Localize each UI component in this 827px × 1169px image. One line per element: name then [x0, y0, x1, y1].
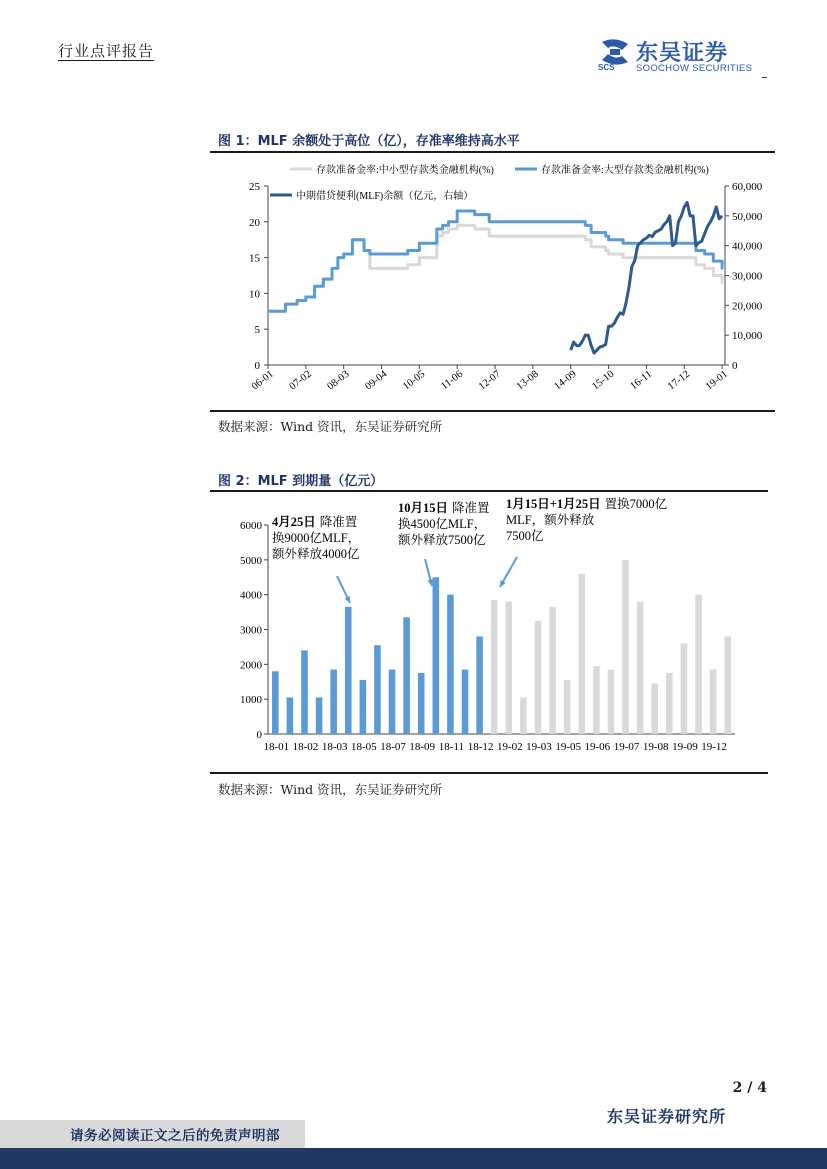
y-tick-label: 5000	[240, 554, 262, 567]
x-tick-label: 18-12	[467, 741, 494, 753]
bar	[462, 670, 469, 734]
bar	[506, 602, 513, 734]
annotation-line: 降准置	[319, 515, 358, 529]
bar	[535, 621, 542, 734]
figure1-title: 图 1：MLF 余额处于高位（亿），存准率维持高水平	[218, 134, 520, 149]
x-tick-label: 08-03	[325, 368, 352, 393]
annotation-line: 7500亿	[506, 529, 544, 543]
y-tick-label: 0	[256, 729, 262, 741]
bar	[681, 643, 688, 734]
bar	[374, 645, 381, 734]
bar	[272, 671, 279, 734]
x-tick-label: 15-10	[590, 368, 617, 393]
x-tick-label: 16-11	[628, 368, 655, 393]
x-tick-label: 18-05	[351, 741, 377, 753]
x-tick-label: 12-07	[476, 368, 503, 393]
y-right-tick-label: 50,000	[732, 210, 763, 223]
x-tick-label: 11-06	[439, 368, 466, 393]
annotation-line: 换4500亿MLF，	[398, 517, 487, 531]
y-left-tick-label: 5	[254, 324, 260, 337]
figure2-bottom-rule	[210, 772, 768, 774]
y-right-tick-label: 20,000	[732, 300, 763, 313]
figure2-source: 数据来源：Wind 资讯，东吴证券研究所	[218, 782, 443, 797]
annotation-date: 1月15日+1月25日	[506, 497, 601, 511]
y-tick-label: 4000	[240, 589, 262, 602]
annotation-1	[272, 514, 360, 561]
y-tick-label: 2000	[240, 659, 262, 672]
x-tick-label: 19-12	[701, 741, 727, 753]
bar	[491, 600, 498, 734]
figure1-bottom-rule	[210, 410, 775, 412]
annotation-2	[398, 500, 490, 547]
footer-bar	[0, 1148, 827, 1169]
bar	[447, 595, 454, 734]
footer-disclaimer: 请务必阅读正文之后的免责声明部	[70, 1128, 280, 1144]
y-tick-label: 6000	[240, 520, 262, 532]
bar	[578, 574, 585, 734]
annotation-line: 降准置	[452, 501, 490, 515]
x-tick-label: 10-05	[401, 368, 428, 393]
bar	[724, 636, 731, 734]
figure1-source: 数据来源：Wind 资讯，东吴证券研究所	[218, 419, 443, 434]
bar	[666, 673, 673, 734]
x-tick-label: 19-02	[496, 741, 523, 753]
x-tick-label: 14-09	[552, 368, 579, 393]
x-tick-label: 09-04	[363, 368, 390, 393]
x-tick-label: 18-02	[292, 741, 319, 753]
x-tick-label: 18-03	[321, 741, 348, 753]
x-tick-label: 19-07	[613, 741, 640, 753]
bar	[418, 673, 425, 734]
y-left-tick-label: 0	[254, 360, 260, 372]
page-number: 2 / 4	[732, 1080, 767, 1096]
y-right-tick-label: 0	[732, 360, 738, 372]
footer-org: 东吴证券研究所	[607, 1107, 727, 1126]
x-tick-label: 19-03	[526, 741, 552, 753]
y-right-tick-label: 60,000	[732, 181, 763, 193]
bar	[316, 697, 323, 734]
x-tick-label: 19-05	[555, 741, 582, 753]
x-tick-label: 19-09	[672, 741, 698, 753]
bar	[593, 666, 600, 734]
annotation-date: 4月25日	[272, 515, 316, 529]
document-type: 行业点评报告	[58, 42, 155, 60]
bar	[360, 680, 367, 734]
bar	[476, 636, 483, 734]
bar	[330, 670, 337, 734]
x-tick-label: 18-01	[263, 741, 290, 753]
annotation-line: 额外释放4000亿	[272, 547, 360, 561]
y-right-tick-label: 10,000	[732, 330, 763, 343]
logo-subtitle: SOOCHOW SECURITIES	[636, 63, 753, 74]
annotation-date: 10月15日	[398, 501, 449, 515]
logo-name: 东吴证券	[636, 41, 729, 66]
figure2-chart	[210, 492, 768, 772]
x-tick-label: 07-02	[287, 368, 314, 393]
x-tick-label: 17-12	[666, 368, 693, 393]
legend-label-large_rrr: 存款准备金率:大型存款类金融机构(%)	[541, 165, 709, 176]
figure1-chart	[210, 153, 775, 410]
annotation-line: MLF，额外释放	[506, 513, 595, 527]
series-line-large_rrr	[268, 211, 723, 311]
annotation-line: 置换7000亿	[604, 497, 668, 511]
y-left-tick-label: 15	[249, 252, 260, 265]
y-right-tick-label: 40,000	[732, 240, 763, 253]
x-tick-label: 18-09	[409, 741, 436, 753]
bar	[433, 577, 440, 734]
x-tick-label: 18-07	[380, 741, 406, 753]
x-tick-label: 13-08	[514, 368, 541, 393]
x-tick-label: 19-08	[642, 741, 669, 753]
bar	[564, 680, 571, 734]
y-left-tick-label: 25	[249, 181, 260, 193]
y-right-tick-label: 30,000	[732, 270, 763, 283]
bar	[710, 670, 717, 734]
bar	[695, 595, 702, 734]
bar	[345, 607, 352, 734]
figure2-title: 图 2：MLF 到期量（亿元）	[218, 474, 384, 489]
y-tick-label: 1000	[240, 694, 262, 707]
y-left-tick-label: 10	[249, 288, 260, 301]
legend-label-small_rrr: 存款准备金率:中小型存款类金融机构(%)	[316, 165, 494, 176]
legend-label-mlf: 中期借贷便利(MLF)余额（亿元，右轴）	[296, 191, 474, 202]
y-tick-label: 3000	[240, 624, 262, 637]
bar	[389, 670, 396, 734]
bar	[520, 697, 527, 734]
header-mark	[762, 77, 767, 78]
bar	[287, 697, 294, 734]
annotation-line: 额外释放7500亿	[398, 533, 486, 547]
x-tick-label: 06-01	[249, 368, 276, 393]
bar	[637, 602, 644, 734]
x-tick-label: 19-01	[703, 368, 730, 393]
bar	[403, 617, 410, 734]
series-line-mlf	[571, 202, 722, 353]
x-tick-label: 19-06	[584, 741, 611, 753]
bar	[608, 670, 615, 734]
soochow-logo-icon	[598, 38, 632, 66]
bar	[301, 650, 308, 734]
bar	[622, 560, 629, 734]
logo-abbr: SCS	[598, 63, 615, 72]
bar	[651, 683, 658, 734]
y-left-tick-label: 20	[249, 216, 260, 229]
x-tick-label: 18-11	[438, 741, 465, 753]
annotation-3	[506, 496, 668, 543]
bar	[549, 607, 556, 734]
annotation-line: 换9000亿MLF，	[272, 531, 361, 545]
